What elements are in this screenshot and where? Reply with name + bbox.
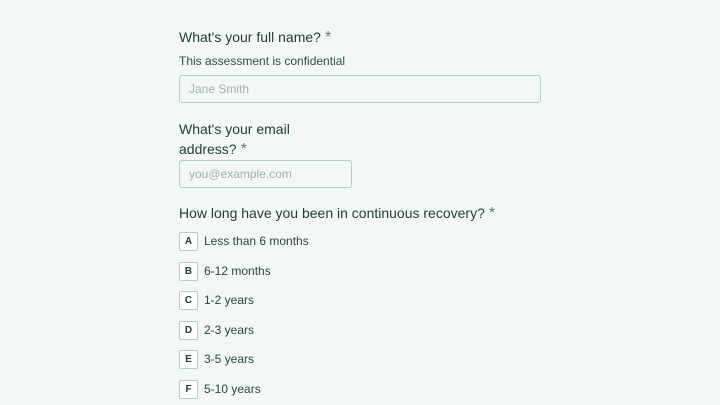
email-input[interactable] — [179, 160, 352, 188]
choice-label-b: 6-12 months — [204, 264, 271, 278]
choice-option-a[interactable] — [179, 231, 309, 251]
choice-option-e[interactable] — [179, 349, 254, 369]
question-recovery-label: How long have you been in continuous recovery? — [179, 205, 485, 221]
question-email-label-line1: What's your email — [179, 121, 290, 137]
question-full-name-description: This assessment is confidential — [179, 54, 346, 68]
choice-key-c: C — [179, 291, 198, 310]
question-email-title — [179, 119, 290, 160]
choice-label-a: Less than 6 months — [204, 234, 309, 248]
choice-key-a: A — [179, 232, 198, 251]
choice-label-c: 1-2 years — [204, 293, 255, 307]
question-email-label-line2: address? — [179, 141, 237, 157]
choice-key-d: D — [179, 321, 198, 340]
choice-key-f: F — [179, 380, 198, 399]
choice-option-d[interactable] — [179, 320, 254, 340]
choice-key-b: B — [179, 262, 198, 281]
required-asterisk: * — [240, 141, 247, 158]
question-full-name-label: What's your full name? — [179, 29, 321, 45]
required-asterisk: * — [324, 29, 332, 46]
required-asterisk: * — [488, 205, 496, 222]
choice-option-f[interactable] — [179, 379, 261, 399]
choice-label-f: 5-10 years — [204, 382, 261, 396]
question-full-name-title — [179, 27, 331, 48]
choice-label-e: 3-5 years — [204, 352, 255, 366]
full-name-input[interactable] — [179, 75, 541, 103]
choice-option-b[interactable] — [179, 261, 271, 281]
choice-key-e: E — [179, 350, 198, 369]
question-recovery-title — [179, 203, 495, 224]
choice-option-c[interactable] — [179, 290, 254, 310]
choice-label-d: 2-3 years — [204, 323, 255, 337]
